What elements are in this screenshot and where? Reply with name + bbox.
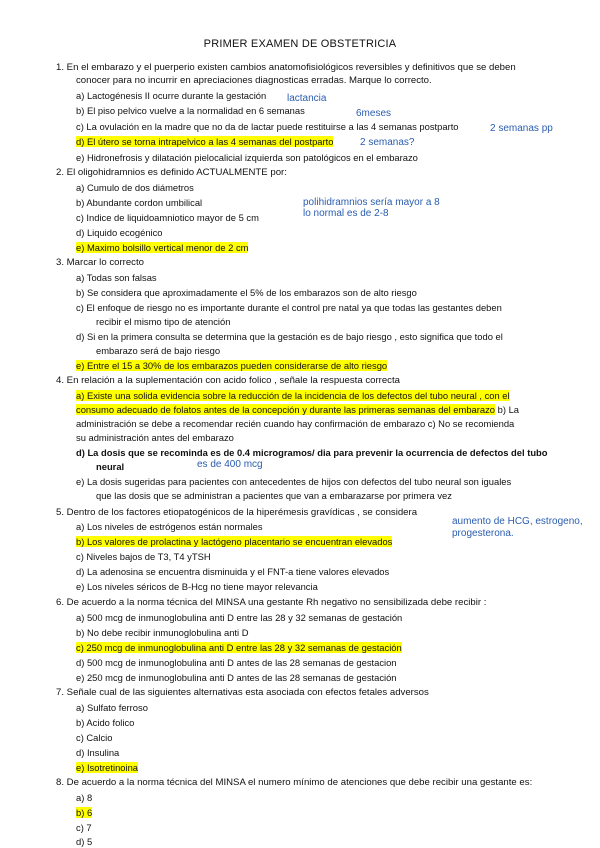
question-5-option-a: a) Los niveles de estrógenos están normales [76, 521, 263, 532]
question-7-option-d: d) Insulina [76, 747, 120, 758]
question-5-option-e: e) Los niveles séricos de B-Hcg no tiene mayor relevancia [76, 581, 318, 592]
question-6-option-d: d) 500 mcg de inmunoglobulina anti D antes de las 28 semanas de gestacion [76, 657, 397, 668]
question-2-option-d: d) Liquido ecogénico [76, 227, 163, 238]
question-7-stem: 7. Señale cual de las siguientes alternativas esta asociada con efectos fetales adversos [56, 687, 429, 698]
question-4-option-a-cont [76, 403, 519, 416]
question-4-option-b-start: b) La [497, 404, 519, 415]
highlighted-answer: e) Entre el 15 a 30% de los embarazos pueden considerarse de alto riesgo [76, 360, 388, 371]
question-5-stem: 5. Dentro de los factores etiopatogénicos de la hiperémesis gravídicas , se considera [56, 507, 418, 518]
handwritten-note-normal-range: lo normal es de 2-8 [303, 208, 389, 219]
handwritten-note-progesterona: progesterona. [452, 528, 514, 539]
question-4-option-b-cont: administración se debe a recomendar recién cuando hay confirmación de embarazo c) No se recomienda [76, 418, 515, 429]
highlighted-answer: b) 6 [76, 807, 93, 818]
question-7-option-c: c) Calcio [76, 732, 113, 743]
question-1-option-e: e) Hidronefrosis y dilatación pielocalicial izquierda son patológicos en el embarazo [76, 152, 418, 163]
question-4-stem: 4. En relación a la suplementación con acido folico , señale la respuesta correcta [56, 375, 400, 386]
highlighted-answer: a) Existe una solida evidencia sobre la reducción de la incidencia de los defectos del tubo neural , con el [76, 390, 510, 401]
page-title: PRIMER EXAMEN DE OBSTETRICIA [203, 38, 397, 50]
question-3-option-e [76, 359, 387, 372]
question-3-option-d: d) Si en la primera consulta se determina que la gestación es de bajo riesgo , esto significa que todo el [76, 331, 503, 342]
question-7-option-e [76, 761, 138, 774]
question-1-option-b: b) El piso pelvico vuelve a la normalidad en 6 semanas [76, 105, 305, 116]
question-1-option-c: c) La ovulación en la madre que no da de lactar puede restituirse a las 4 semanas postparto [76, 121, 459, 132]
question-4-option-a [76, 389, 510, 402]
question-6-option-b: b) No debe recibir inmunoglobulina anti D [76, 627, 249, 638]
handwritten-note-polihidramnios: polihidramnios sería mayor a 8 [303, 197, 440, 208]
question-2-option-c: c) Indice de liquidoamniotico mayor de 5 cm [76, 212, 259, 223]
handwritten-note-2-semanas-question: 2 semanas? [360, 137, 415, 148]
question-1-stem-line-1: 1. En el embarazo y el puerperio existen cambios anatomofisiológicos reversibles y definitivos que se deben [56, 62, 516, 73]
highlighted-answer: b) Los valores de prolactina y lactógeno placentario se encuentran elevados [76, 536, 393, 547]
question-6-stem: 6. De acuerdo a la norma técnica del MINSA una gestante Rh negativo no sensibilizada debe recibir : [56, 597, 487, 608]
question-2-stem: 2. El oligohidramnios es definido ACTUALMENTE por: [56, 167, 287, 178]
handwritten-note-hcg: aumento de HCG, estrogeno, [452, 516, 583, 527]
question-8-option-c: c) 7 [76, 822, 92, 833]
question-4-option-e-cont: que las dosis que se administran a pacientes que van a embarazarse por primera vez [96, 490, 452, 501]
handwritten-note-lactancia: lactancia [287, 93, 327, 104]
question-1-option-d [76, 135, 333, 148]
question-4-option-d: d) La dosis que se recominda es de 0.4 microgramos/ dia para prevenir la ocurrencia de defectos del tubo [76, 447, 548, 458]
question-3-option-d-cont: embarazo será de bajo riesgo [96, 345, 221, 356]
question-8-option-a: a) 8 [76, 792, 93, 803]
question-3-stem: 3. Marcar lo correcto [56, 257, 144, 268]
question-8-stem: 8. De acuerdo a la norma técnica del MINSA el numero mínimo de atenciones que debe recibir una gestante es: [56, 777, 533, 788]
question-3-option-a: a) Todas son falsas [76, 272, 157, 283]
highlighted-answer: c) 250 mcg de inmunoglobulina anti D entre las 28 y 32 semanas de gestación [76, 642, 402, 653]
question-7-option-a: a) Sulfato ferroso [76, 702, 148, 713]
question-4-option-e: e) La dosis sugeridas para pacientes con antecedentes de hijos con defectos del tubo neural son iguales [76, 476, 512, 487]
highlighted-answer-cont: consumo adecuado de folatos antes de la concepción y durante las primeras semanas del embarazo [76, 404, 496, 415]
question-4-option-d-cont: neural [96, 461, 125, 472]
question-8-option-b [76, 806, 92, 819]
highlighted-answer: e) Maximo bolsillo vertical menor de 2 cm [76, 242, 249, 253]
question-3-option-c-cont: recibir el mismo tipo de atención [96, 316, 231, 327]
question-2-option-e [76, 241, 248, 254]
question-6-option-e: e) 250 mcg de inmunoglobulina anti D antes de las 28 semanas de gestación [76, 672, 397, 683]
highlighted-answer: d) El útero se torna intrapelvico a las 4 semanas del postparto [76, 136, 334, 147]
question-4-option-c-cont: su administración antes del embarazo [76, 432, 234, 443]
question-2-option-b: b) Abundante cordon umbilical [76, 197, 203, 208]
question-2-option-a: a) Cumulo de dos diámetros [76, 182, 194, 193]
question-1-stem-line-2: conocer para no incurrir en apreciaciones diagnosticas erradas. Marque lo correcto. [76, 75, 432, 86]
question-5-option-c: c) Niveles bajos de T3, T4 yTSH [76, 551, 211, 562]
question-3-option-c: c) El enfoque de riesgo no es importante durante el control pre natal ya que todas las gestantes deben [76, 302, 502, 313]
question-1-option-a: a) Lactogénesis II ocurre durante la gestación [76, 90, 267, 101]
handwritten-note-400-mcg: es de 400 mcg [197, 459, 263, 470]
question-7-option-b: b) Acido folico [76, 717, 135, 728]
question-3-option-b: b) Se considera que aproximadamente el 5% de los embarazos son de alto riesgo [76, 287, 417, 298]
question-5-option-b [76, 535, 392, 548]
highlighted-answer: e) Isotretinoina [76, 762, 139, 773]
question-6-option-a: a) 500 mcg de inmunoglobulina anti D entre las 28 y 32 semanas de gestación [76, 612, 403, 623]
question-5-option-d: d) La adenosina se encuentra disminuida y el FNT-a tiene valores elevados [76, 566, 390, 577]
question-6-option-c [76, 641, 402, 654]
handwritten-note-6meses: 6meses [356, 108, 392, 119]
handwritten-note-2-semanas-pp: 2 semanas pp [490, 123, 553, 134]
question-8-option-d: d) 5 [76, 836, 93, 847]
